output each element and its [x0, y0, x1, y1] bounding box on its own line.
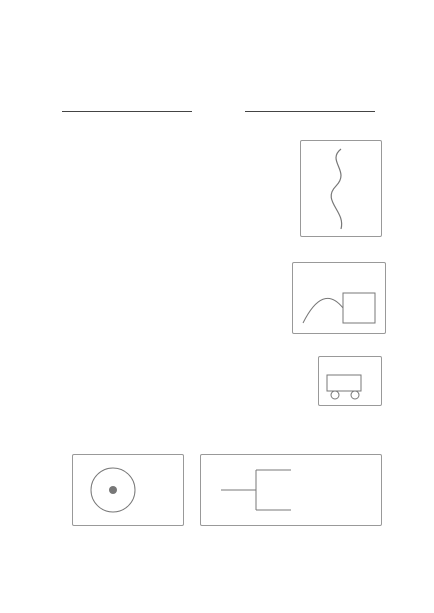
figure-right-tree — [200, 454, 382, 526]
figure-placeholder-graphic — [73, 455, 183, 525]
figure-placeholder-graphic — [319, 357, 381, 405]
figure-left-orbit — [72, 454, 184, 526]
heading-rule-right — [245, 111, 375, 112]
figure-right-lower — [318, 356, 382, 406]
figure-placeholder-graphic — [201, 455, 381, 525]
figure-right-top — [300, 140, 382, 237]
figure-placeholder-graphic — [293, 263, 385, 333]
figure-right-middle — [292, 262, 386, 334]
heading-rule-left — [62, 111, 192, 112]
figure-placeholder-graphic — [301, 141, 381, 236]
